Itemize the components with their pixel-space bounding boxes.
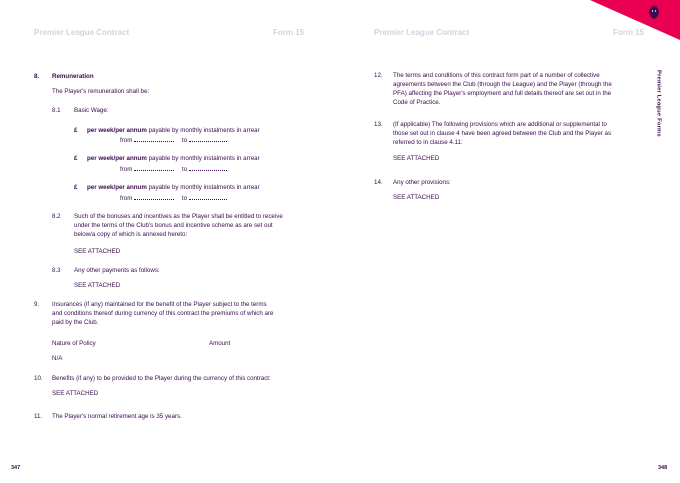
clause-9-line-1: Insurances (if any) maintained for the benefit of the Player subject to the terms	[52, 301, 267, 308]
right-header-title: Premier League Contract	[374, 28, 470, 37]
wage-2-to: to	[181, 166, 188, 173]
clause-9-value: N/A	[52, 355, 63, 362]
wage-2-from-field[interactable]	[134, 165, 174, 171]
clause-8-2-line-1: Such of the bonuses and incentives as the Player shall be entitled to receive	[74, 213, 283, 220]
side-section-label: Premier League Forms	[655, 70, 662, 137]
clause-12-text	[393, 72, 612, 108]
clause-8-3-number: 8.3	[52, 267, 61, 274]
clause-12-number: 12.	[374, 72, 383, 79]
policy-amount-header: Amount	[209, 340, 231, 347]
right-page	[340, 0, 680, 483]
wage-1-from-field[interactable]	[134, 136, 174, 142]
clause-8-1-label: Basic Wage:	[74, 107, 109, 114]
clause-12-line-4: Code of Practice.	[393, 98, 441, 106]
clause-8-2-number: 8.2	[52, 213, 61, 220]
clause-12-line-2: agreements between the Club (through the League) and the Player (through the	[393, 80, 612, 88]
clause-11-number: 11.	[34, 413, 43, 420]
wage-2-from: from	[120, 166, 133, 173]
clause-9-text	[52, 301, 274, 328]
clause-10-label: Benefits (if any) to be provided to the Player during the currency of this contract:	[52, 375, 271, 382]
clause-8-2-line-3: below/a copy of which is annexed hereto:	[74, 230, 188, 238]
clause-13-number: 13.	[374, 121, 383, 128]
wage-2-period: per week/per annum	[87, 155, 147, 162]
wage-1-to: to	[181, 137, 188, 144]
wage-3-terms: payable by monthly instalments in arrear	[148, 184, 260, 191]
clause-8-3-label: Any other payments as follows:	[74, 267, 160, 274]
clause-14-value: SEE ATTACHED	[393, 194, 440, 201]
wage-3-currency: £	[74, 184, 78, 191]
clause-8-title: Remuneration	[52, 73, 94, 80]
right-page-number: 348	[658, 465, 668, 471]
left-header-title: Premier League Contract	[34, 28, 130, 37]
right-header-form: Form 15	[613, 28, 645, 37]
clause-8-3-value: SEE ATTACHED	[74, 282, 121, 289]
wage-3-from-field[interactable]	[134, 194, 174, 200]
wage-3-to: to	[181, 195, 188, 202]
left-page-number: 347	[11, 465, 21, 471]
wage-2-dates	[120, 165, 227, 175]
policy-nature-header: Nature of Policy	[52, 340, 96, 347]
wage-3-from: from	[120, 195, 133, 202]
wage-1-to-field[interactable]	[189, 136, 227, 142]
wage-2-to-field[interactable]	[189, 165, 227, 171]
clause-8-1-number: 8.1	[52, 107, 61, 114]
clause-13-text	[393, 121, 611, 148]
wage-3-period: per week/per annum	[87, 184, 147, 191]
wage-1-from: from	[120, 137, 133, 144]
clause-14-number: 14.	[374, 179, 383, 186]
clause-14-label: Any other provisions:	[393, 179, 451, 186]
wage-1-period: per week/per annum	[87, 127, 147, 134]
corner-triangle	[590, 0, 680, 40]
wage-1-currency: £	[74, 127, 78, 134]
wage-2-currency: £	[74, 155, 78, 162]
wage-1-terms: payable by monthly instalments in arrear	[148, 127, 260, 134]
clause-13-line-2: those set out in clause 4 have been agreed between the Club and the Player as	[393, 129, 612, 137]
corner-accent	[590, 0, 680, 40]
wage-3-line	[87, 184, 260, 193]
left-header-form: Form 15	[273, 28, 305, 37]
clause-12-line-3: PFA) affecting the Player's employment and full details thereof are set out in the	[393, 89, 612, 97]
clause-8-2-value: SEE ATTACHED	[74, 248, 121, 255]
clause-8-number: 8.	[34, 73, 40, 80]
wage-2-line	[87, 155, 260, 164]
clause-9-number: 9.	[34, 301, 40, 308]
clause-10-value: SEE ATTACHED	[52, 390, 99, 397]
clause-9-line-2: and conditions thereof during currency of this contract the premiums of which are	[52, 309, 274, 317]
clause-13-value: SEE ATTACHED	[393, 155, 440, 162]
clause-8-2-line-2: under the terms of the Club's bonus and incentive scheme as are set out	[74, 221, 273, 229]
clause-9-line-3: paid by the Club.	[52, 318, 99, 326]
wage-3-dates	[120, 194, 227, 204]
wage-2-terms: payable by monthly instalments in arrear	[148, 155, 260, 162]
clause-8-intro: The Player's remuneration shall be:	[52, 88, 150, 95]
clause-13-line-3: referred to in clause 4.11:	[393, 138, 463, 146]
wage-1-line	[87, 127, 260, 136]
wage-3-to-field[interactable]	[189, 194, 227, 200]
clause-8-2-text	[74, 213, 283, 240]
clause-13-line-1: (If applicable) The following provisions which are additional or supplemental to	[393, 121, 607, 128]
clause-12-line-1: The terms and conditions of this contract form part of a number of collective	[393, 72, 600, 79]
clause-10-number: 10.	[34, 375, 43, 382]
clause-11-label: The Player's normal retirement age is 35 years.	[52, 413, 182, 420]
wage-1-dates	[120, 136, 227, 146]
